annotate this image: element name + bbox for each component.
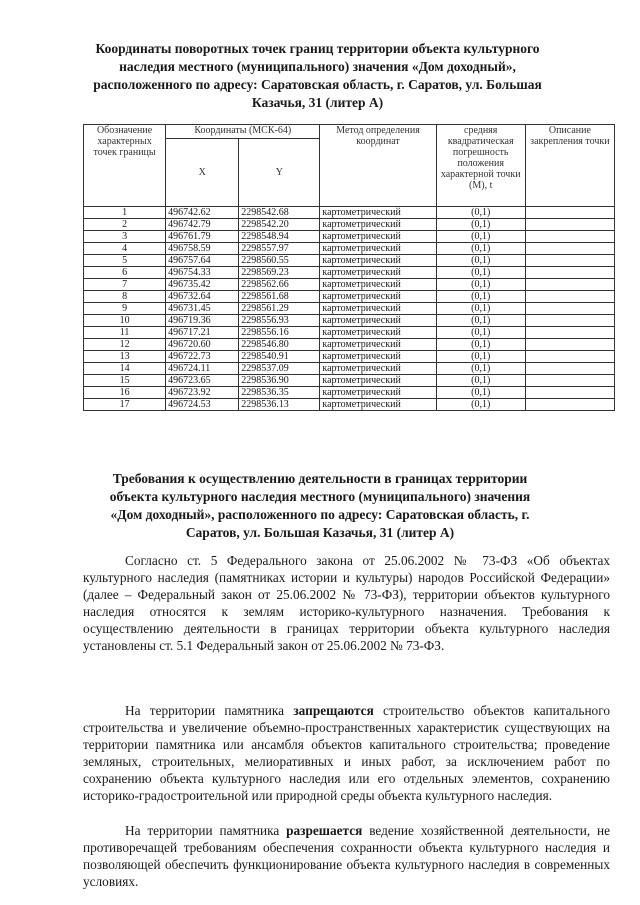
prohibited-keyword: запрещаются bbox=[293, 703, 374, 718]
cell-x: 496724.11 bbox=[166, 363, 239, 375]
cell-x: 496719.36 bbox=[166, 315, 239, 327]
cell-y: 2298560.55 bbox=[239, 255, 320, 267]
cell-fixing bbox=[525, 387, 614, 399]
cell-point-number: 11 bbox=[84, 327, 166, 339]
table-row bbox=[84, 291, 615, 303]
paragraph-law-reference: Согласно ст. 5 Федерального закона от 25.06.2002 № 73-ФЗ «Об объектах культурного наследия (памятниках истории и культуры) народов Российской Федерации» (далее – Федеральный закон от 25.06.2002 № 73-ФЗ), территории объектов культурного наследия относятся к землям историко-культурного назначения. Требования к осуществлению деятельности в границах территории объекта культурного наследия установлены ст. 5.1 Федеральный закон от 25.06.2002 № 73-ФЗ. bbox=[83, 553, 610, 653]
table-row bbox=[84, 255, 615, 267]
cell-point-number: 7 bbox=[84, 279, 166, 291]
cell-error: (0,1) bbox=[436, 243, 525, 255]
cell-y: 2298562.66 bbox=[239, 279, 320, 291]
cell-x: 496742.62 bbox=[166, 207, 239, 219]
table-row bbox=[84, 315, 615, 327]
paragraph-permitted-rest: ведение хозяйственной деятельности, не противоречащей требованиям обеспечения сохранности объекта культурного наследия и позволяющей обеспечить функционирование объекта культурного наследия в современных условиях. bbox=[83, 823, 611, 889]
header-x: X bbox=[166, 139, 239, 207]
cell-y: 2298542.68 bbox=[239, 207, 320, 219]
cell-y: 2298536.13 bbox=[239, 399, 320, 411]
cell-method: картометрический bbox=[320, 255, 436, 267]
table-row bbox=[84, 219, 615, 231]
cell-method: картометрический bbox=[320, 267, 436, 279]
cell-error: (0,1) bbox=[436, 315, 525, 327]
paragraph-prohibited-start: На территории памятника bbox=[125, 703, 285, 718]
document-title: Координаты поворотных точек границ территории объекта культурного наследия местного (муниципального) значения «Дом доходный», расположенного по адресу: Саратовская область, г. Саратов, ул. Большая Казачья, 31 (литер А) bbox=[93, 41, 542, 110]
table-row bbox=[84, 399, 615, 411]
cell-fixing bbox=[525, 363, 614, 375]
cell-error: (0,1) bbox=[436, 363, 525, 375]
cell-error: (0,1) bbox=[436, 267, 525, 279]
table-row bbox=[84, 207, 615, 219]
cell-y: 2298561.29 bbox=[239, 303, 320, 315]
cell-method: картометрический bbox=[320, 207, 436, 219]
cell-y: 2298537.09 bbox=[239, 363, 320, 375]
cell-error: (0,1) bbox=[436, 375, 525, 387]
cell-y: 2298546.80 bbox=[239, 339, 320, 351]
table-row bbox=[84, 351, 615, 363]
header-coordinates: Координаты (МСК-64) bbox=[166, 125, 320, 139]
cell-x: 496723.92 bbox=[166, 387, 239, 399]
cell-y: 2298536.35 bbox=[239, 387, 320, 399]
cell-fixing bbox=[525, 375, 614, 387]
header-point: Обозначение характерных точек границы bbox=[84, 125, 166, 207]
cell-fixing bbox=[525, 267, 614, 279]
header-method: Метод определения координат bbox=[320, 125, 436, 207]
table-row bbox=[84, 303, 615, 315]
cell-fixing bbox=[525, 207, 614, 219]
cell-x: 496717.21 bbox=[166, 327, 239, 339]
coordinates-table-body bbox=[84, 207, 615, 411]
cell-x: 496754.33 bbox=[166, 267, 239, 279]
cell-error: (0,1) bbox=[436, 399, 525, 411]
cell-method: картометрический bbox=[320, 351, 436, 363]
cell-x: 496761.79 bbox=[166, 231, 239, 243]
cell-y: 2298548.94 bbox=[239, 231, 320, 243]
cell-fixing bbox=[525, 351, 614, 363]
cell-fixing bbox=[525, 339, 614, 351]
cell-y: 2298556.16 bbox=[239, 327, 320, 339]
cell-method: картометрический bbox=[320, 279, 436, 291]
cell-fixing bbox=[525, 231, 614, 243]
cell-method: картометрический bbox=[320, 387, 436, 399]
cell-point-number: 6 bbox=[84, 267, 166, 279]
cell-point-number: 13 bbox=[84, 351, 166, 363]
cell-fixing bbox=[525, 327, 614, 339]
cell-point-number: 2 bbox=[84, 219, 166, 231]
cell-fixing bbox=[525, 255, 614, 267]
cell-y: 2298557.97 bbox=[239, 243, 320, 255]
cell-x: 496731.45 bbox=[166, 303, 239, 315]
cell-method: картометрический bbox=[320, 291, 436, 303]
requirements-title: Требования к осуществлению деятельности в границах территории объекта культурного наследия местного (муниципального) значения «Дом доходный», расположенного по адресу: Саратовская область, г. Саратов, ул. Большая Казачья, 31 (литер А) bbox=[109, 471, 531, 540]
cell-x: 496742.79 bbox=[166, 219, 239, 231]
cell-point-number: 12 bbox=[84, 339, 166, 351]
cell-point-number: 4 bbox=[84, 243, 166, 255]
cell-fixing bbox=[525, 279, 614, 291]
cell-fixing bbox=[525, 399, 614, 411]
cell-error: (0,1) bbox=[436, 279, 525, 291]
paragraph-permitted bbox=[83, 822, 610, 890]
cell-x: 496720.60 bbox=[166, 339, 239, 351]
header-error: средняя квадратическая погрешность положения характерной точки (М), t bbox=[436, 125, 525, 207]
cell-point-number: 17 bbox=[84, 399, 166, 411]
cell-y: 2298561.68 bbox=[239, 291, 320, 303]
cell-method: картометрический bbox=[320, 243, 436, 255]
header-fixing: Описание закрепления точки bbox=[525, 125, 614, 207]
cell-error: (0,1) bbox=[436, 231, 525, 243]
table-row bbox=[84, 279, 615, 291]
cell-method: картометрический bbox=[320, 327, 436, 339]
cell-point-number: 1 bbox=[84, 207, 166, 219]
cell-error: (0,1) bbox=[436, 339, 525, 351]
permitted-keyword: разрешается bbox=[286, 823, 363, 838]
cell-y: 2298542.20 bbox=[239, 219, 320, 231]
cell-error: (0,1) bbox=[436, 219, 525, 231]
cell-y: 2298540.91 bbox=[239, 351, 320, 363]
cell-error: (0,1) bbox=[436, 303, 525, 315]
cell-error: (0,1) bbox=[436, 207, 525, 219]
cell-method: картометрический bbox=[320, 303, 436, 315]
cell-x: 496723.65 bbox=[166, 375, 239, 387]
cell-fixing bbox=[525, 303, 614, 315]
paragraph-prohibited-rest: строительство объектов капитального строительства и увеличение объемно-пространственных характеристик существующих на территории памятника или ансамбля объектов капитального строительства; проведение земляных, строительных, мелиоративных и иных работ, за исключением работ по сохранению объекта культурного наследия или его отдельных элементов, сохранению историко-градостроительной или природной среды объекта культурного наследия. bbox=[83, 703, 610, 803]
cell-x: 496722.73 bbox=[166, 351, 239, 363]
cell-y: 2298536.90 bbox=[239, 375, 320, 387]
cell-x: 496724.53 bbox=[166, 399, 239, 411]
table-row bbox=[84, 327, 615, 339]
paragraph-prohibited bbox=[83, 702, 610, 804]
cell-fixing bbox=[525, 315, 614, 327]
cell-y: 2298556.93 bbox=[239, 315, 320, 327]
cell-point-number: 16 bbox=[84, 387, 166, 399]
cell-y: 2298569.23 bbox=[239, 267, 320, 279]
cell-method: картометрический bbox=[320, 375, 436, 387]
cell-point-number: 15 bbox=[84, 375, 166, 387]
header-y: Y bbox=[239, 139, 320, 207]
cell-fixing bbox=[525, 291, 614, 303]
table-row bbox=[84, 387, 615, 399]
table-row bbox=[84, 339, 615, 351]
cell-point-number: 9 bbox=[84, 303, 166, 315]
cell-method: картометрический bbox=[320, 231, 436, 243]
cell-method: картометрический bbox=[320, 219, 436, 231]
cell-point-number: 14 bbox=[84, 363, 166, 375]
cell-method: картометрический bbox=[320, 399, 436, 411]
cell-point-number: 5 bbox=[84, 255, 166, 267]
cell-error: (0,1) bbox=[436, 255, 525, 267]
cell-error: (0,1) bbox=[436, 327, 525, 339]
cell-method: картометрический bbox=[320, 363, 436, 375]
paragraph-permitted-start: На территории памятника bbox=[125, 823, 280, 838]
cell-method: картометрический bbox=[320, 315, 436, 327]
cell-point-number: 8 bbox=[84, 291, 166, 303]
cell-error: (0,1) bbox=[436, 387, 525, 399]
cell-point-number: 3 bbox=[84, 231, 166, 243]
table-row bbox=[84, 375, 615, 387]
table-row bbox=[84, 231, 615, 243]
cell-x: 496758.59 bbox=[166, 243, 239, 255]
table-row bbox=[84, 267, 615, 279]
cell-x: 496757.64 bbox=[166, 255, 239, 267]
cell-method: картометрический bbox=[320, 339, 436, 351]
cell-error: (0,1) bbox=[436, 351, 525, 363]
cell-x: 496732.64 bbox=[166, 291, 239, 303]
cell-error: (0,1) bbox=[436, 291, 525, 303]
table-row bbox=[84, 243, 615, 255]
cell-fixing bbox=[525, 219, 614, 231]
table-row bbox=[84, 363, 615, 375]
coordinates-table bbox=[83, 124, 615, 411]
cell-point-number: 10 bbox=[84, 315, 166, 327]
cell-x: 496735.42 bbox=[166, 279, 239, 291]
cell-fixing bbox=[525, 243, 614, 255]
